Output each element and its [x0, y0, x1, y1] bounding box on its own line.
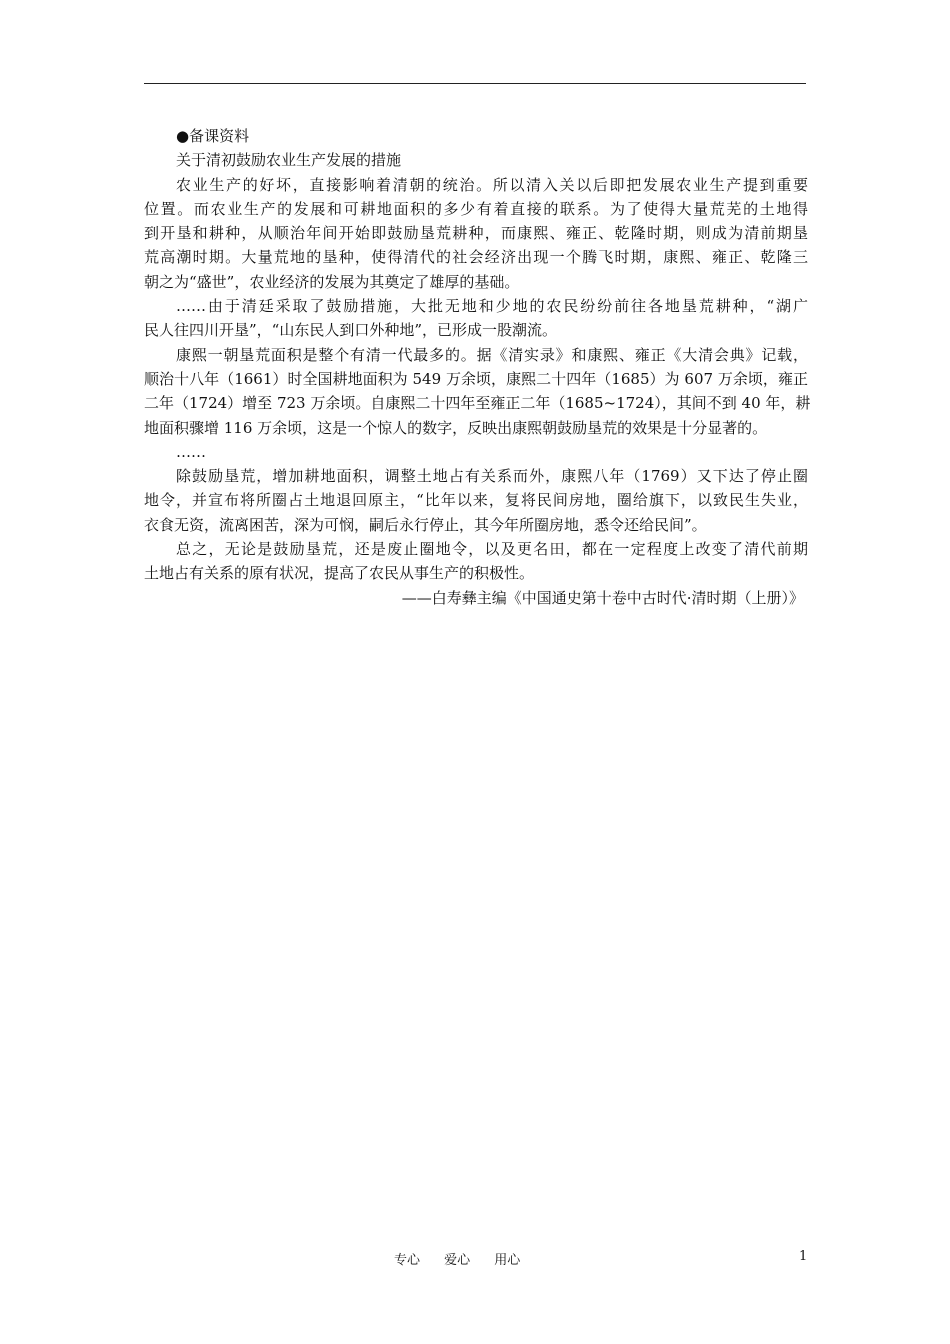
document-title: [144, 148, 808, 172]
paragraph-line: 到开垦和耕种，从顺治年间开始即鼓励垦荒耕种，而康熙、雍正、乾隆时期，则成为清前期垦: [144, 224, 808, 243]
paragraph-line: 位置。而农业生产的发展和可耕地面积的多少有着直接的联系。为了使得大量荒芜的土地得: [144, 199, 808, 218]
ellipsis-line: ……: [176, 442, 206, 461]
paragraph-2: [144, 294, 808, 343]
paragraph-line: 总之，无论是鼓励垦荒，还是废止圈地令，以及更名田，都在一定程度上改变了清代前期: [176, 540, 808, 559]
paragraph-1: [144, 173, 808, 294]
page-footer: [0, 1249, 950, 1269]
paragraph-ellipsis: [144, 440, 808, 464]
paragraph-line: 农业生产的好坏，直接影响着清朝的统治。所以清入关以后即把发展农业生产提到重要: [176, 175, 808, 194]
document-title-text: 关于清初鼓励农业生产发展的措施: [176, 151, 402, 170]
paragraph-line: 二年（1724）增至 723 万余顷。自康熙二十四年至雍正二年（1685~1724），其间不到 40 年，耕: [144, 394, 811, 413]
paragraph-line: 地面积骤增 116 万余顷，这是一个惊人的数字，反映出康熙朝鼓励垦荒的效果是十分显著的。: [144, 418, 768, 437]
paragraph-line: 除鼓励垦荒，增加耕地面积，调整土地占有关系而外，康熙八年（1769）又下达了停止圈: [176, 467, 808, 486]
header-rule: [144, 83, 806, 84]
section-label-text: ●备课资料: [176, 127, 250, 145]
paragraph-line: ……由于清廷采取了鼓励措施，大批无地和少地的农民纷纷前往各地垦荒耕种，“湖广: [176, 297, 808, 316]
paragraph-line: 康熙一朝垦荒面积是整个有清一代最多的。据《清实录》和康熙、雍正《大清会典》记载，: [176, 345, 808, 364]
paragraph-3: [144, 343, 811, 440]
paragraph-line: 地令，并宣布将所圈占土地退回原主，“比年以来，复将民间房地，圈给旗下，以致民生失业，: [144, 491, 808, 510]
footer-motto: 专心 爱心 用心: [394, 1253, 521, 1268]
paragraph-line: 民人往四川开垦”，“山东民人到口外种地”，已形成一股潮流。: [144, 321, 558, 340]
page-number: 1: [799, 1249, 808, 1264]
paragraph-line: 土地占有关系的原有状况，提高了农民从事生产的积极性。: [144, 564, 535, 583]
paragraph-5: [144, 537, 808, 586]
section-label: [144, 124, 808, 148]
paragraph-4: [144, 464, 808, 537]
citation: ——白寿彝主编《中国通史第十卷中古时代·清时期（上册）》: [401, 588, 804, 607]
document-body: [144, 124, 811, 610]
paragraph-line: 顺治十八年（1661）时全国耕地面积为 549 万余顷，康熙二十四年（1685）为 607 万余顷，雍正: [144, 369, 808, 388]
paragraph-line: 荒高潮时期。大量荒地的垦种，使得清代的社会经济出现一个腾飞时期，康熙、雍正、乾隆三: [144, 248, 808, 267]
paragraph-line: 衣食无资，流离困苦，深为可悯，嗣后永行停止，其今年所圈房地，悉令还给民间”。: [144, 515, 707, 534]
paragraph-line: 朝之为“盛世”，农业经济的发展为其奠定了雄厚的基础。: [144, 272, 520, 291]
